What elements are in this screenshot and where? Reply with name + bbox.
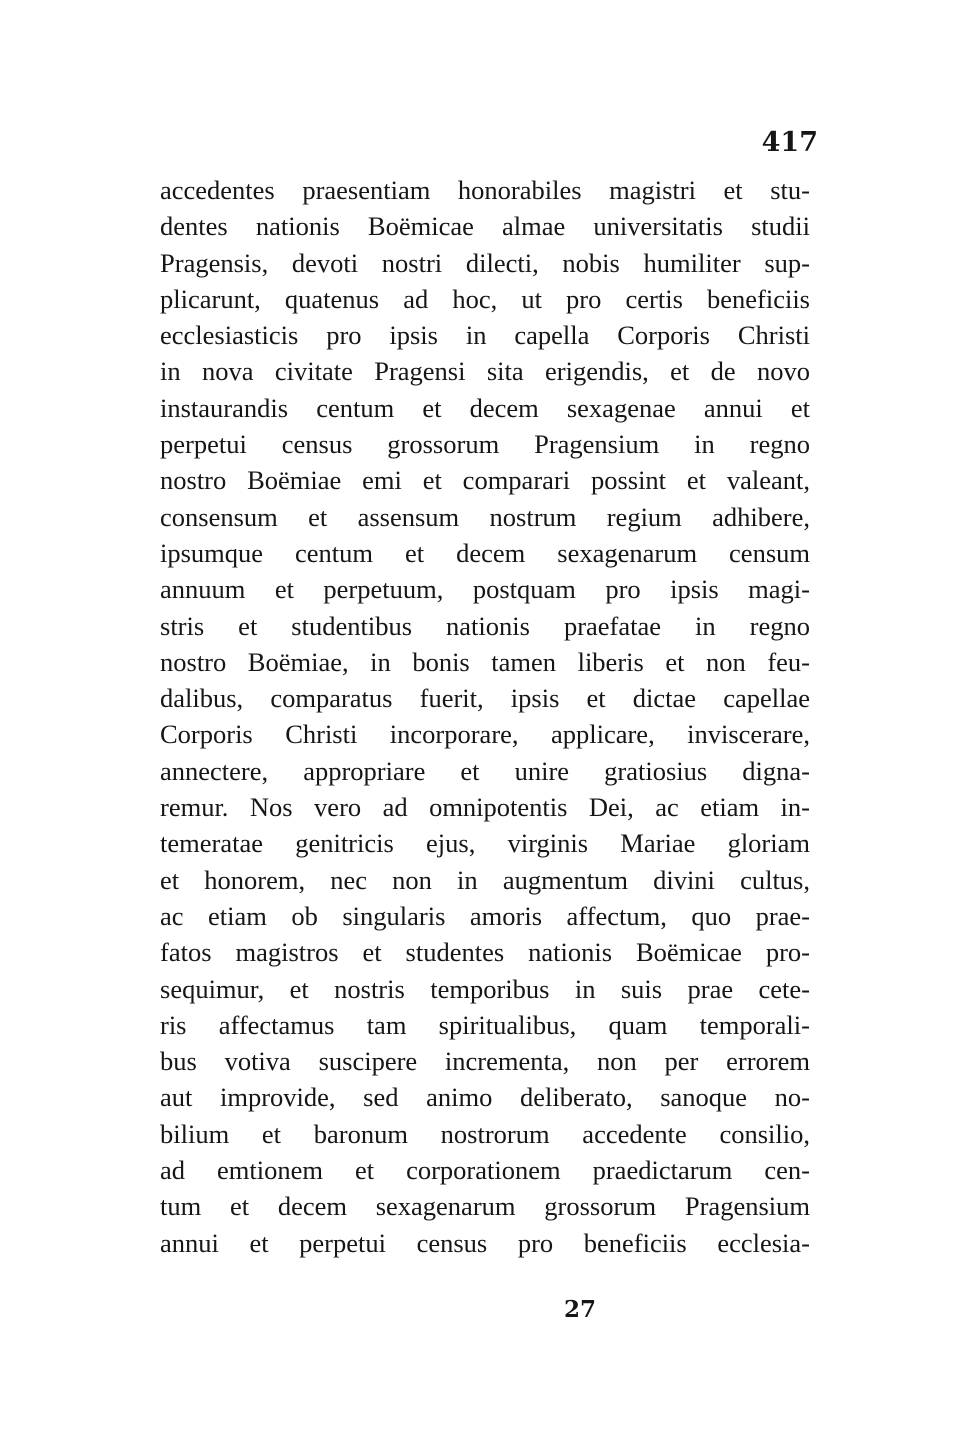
text-line: dalibus, comparatus fuerit, ipsis et dictae capellae xyxy=(160,683,810,714)
text-line: bus votiva suscipere incrementa, non per errorem xyxy=(160,1046,810,1077)
text-line: ac etiam ob singularis amoris affectum, quo prae- xyxy=(160,900,810,931)
text-line: Corporis Christi incorporare, applicare, inviscerare, xyxy=(160,719,810,750)
text-line: ad emtionem et corporationem praedictarum cen- xyxy=(160,1155,810,1186)
body-text xyxy=(160,172,810,1261)
signature-mark: 27 xyxy=(563,1296,596,1323)
text-line: ecclesiasticis pro ipsis in capella Corporis Christi xyxy=(160,320,810,351)
text-line: annui et perpetui census pro beneficiis ecclesia- xyxy=(160,1227,810,1258)
text-line: ipsumque centum et decem sexagenarum censum xyxy=(160,537,810,568)
text-line: annuum et perpetuum, postquam pro ipsis magi- xyxy=(160,574,810,605)
text-line: perpetui census grossorum Pragensium in regno xyxy=(160,429,810,460)
text-line: instaurandis centum et decem sexagenae annui et xyxy=(160,392,810,423)
text-line: plicarunt, quatenus ad hoc, ut pro certis beneficiis xyxy=(160,283,810,314)
text-line: consensum et assensum nostrum regium adhibere, xyxy=(160,501,810,532)
text-line: annectere, appropriare et unire gratiosius digna- xyxy=(160,755,810,786)
text-line: Pragensis, devoti nostri dilecti, nobis humiliter sup- xyxy=(160,247,810,278)
text-line: nostro Boëmiae emi et comparari possint et valeant, xyxy=(160,465,810,496)
text-line: remur. Nos vero ad omnipotentis Dei, ac etiam in- xyxy=(160,792,810,823)
text-line: dentes nationis Boëmicae almae universitatis studii xyxy=(160,211,810,242)
text-line: temeratae genitricis ejus, virginis Mariae gloriam xyxy=(160,828,810,859)
text-line: bilium et baronum nostrorum accedente consilio, xyxy=(160,1118,810,1149)
text-line: et honorem, nec non in augmentum divini cultus, xyxy=(160,864,810,895)
text-line: accedentes praesentiam honorabiles magistri et stu- xyxy=(160,175,810,205)
text-line: stris et studentibus nationis praefatae in regno xyxy=(160,610,810,641)
text-line: tum et decem sexagenarum grossorum Pragensium xyxy=(160,1191,810,1222)
text-line: in nova civitate Pragensi sita erigendis, et de novo xyxy=(160,356,810,387)
text-line: nostro Boëmiae, in bonis tamen liberis et non feu- xyxy=(160,646,810,677)
page-number: 417 xyxy=(761,127,818,158)
text-line: sequimur, et nostris temporibus in suis prae cete- xyxy=(160,973,810,1004)
text-line: fatos magistros et studentes nationis Boëmicae pro- xyxy=(160,937,810,968)
text-line: aut improvide, sed animo deliberato, sanoque no- xyxy=(160,1082,810,1113)
text-line: ris affectamus tam spiritualibus, quam temporali- xyxy=(160,1009,810,1040)
